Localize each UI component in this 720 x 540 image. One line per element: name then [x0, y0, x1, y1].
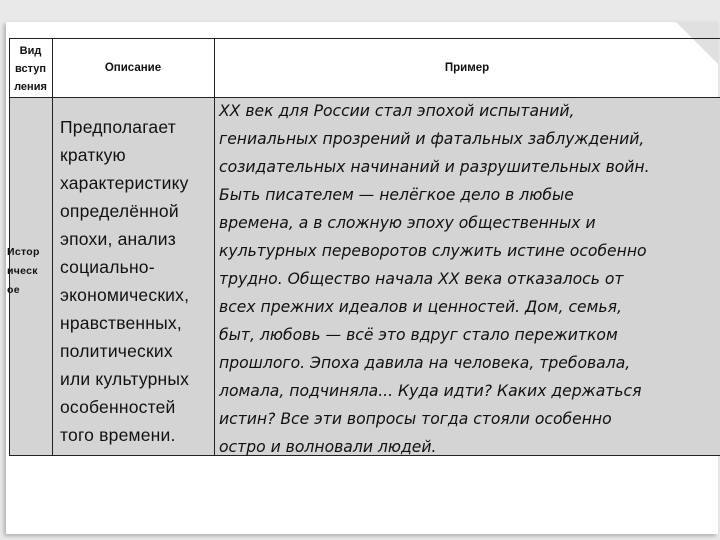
example-line: остро и волновали людей. [219, 438, 437, 456]
row-description-cell [60, 113, 210, 449]
description-line: эпохи, анализ [60, 229, 176, 249]
description-line: или культурных [60, 369, 190, 389]
description-line: того времени. [60, 425, 176, 445]
row-type-line: Истор [7, 246, 40, 258]
description-line: политических [60, 341, 173, 361]
example-line: созидательных начинаний и разрушительных войн. [219, 158, 650, 176]
example-line: времена, а в сложную эпоху общественных и [219, 214, 596, 232]
description-line: Предполагает [60, 117, 176, 137]
page-curl-corner [676, 22, 718, 64]
row-example-cell [219, 97, 720, 461]
row-type-line: ое [7, 284, 20, 296]
description-line: краткую [60, 145, 126, 165]
table-column-divider-2 [214, 38, 215, 456]
example-line: ломала, подчиняла... Куда идти? Каких держаться [219, 382, 642, 400]
description-line: экономических, [60, 285, 190, 305]
header-type-line: ления [14, 81, 47, 93]
example-line: XX век для России стал эпохой испытаний, [219, 102, 575, 120]
example-line: Быть писателем — нелёгкое дело в любые [219, 186, 574, 204]
example-line: всех прежних идеалов и ценностей. Дом, семья, [219, 298, 622, 316]
description-line: особенностей [60, 397, 176, 417]
header-example: Пример [444, 62, 490, 74]
header-type-cell [9, 42, 52, 96]
example-line: культурных переворотов служить истине особенно [219, 242, 647, 260]
table-border-top [9, 38, 720, 39]
row-type-line: ическ [7, 265, 38, 277]
description-line: нравственных, [60, 313, 182, 333]
example-line: гениальных прозрений и фатальных заблуждений, [219, 130, 645, 148]
header-description: Описание [104, 62, 162, 74]
description-line: определённой [60, 201, 179, 221]
example-line: трудно. Общество начала XX века отказалось от [219, 270, 624, 288]
example-line: истин? Все эти вопросы тогда стояли особенно [219, 410, 612, 428]
row-type-cell [7, 243, 53, 300]
example-line: прошлого. Эпоха давила на человека, требовала, [219, 354, 631, 372]
header-type-line: Вид [19, 45, 42, 57]
example-line: быт, любовь — всё это вдруг стало пережитком [219, 326, 618, 344]
description-line: характеристику [60, 173, 189, 193]
description-line: социально- [60, 257, 155, 277]
header-type-line: вступ [14, 63, 47, 75]
